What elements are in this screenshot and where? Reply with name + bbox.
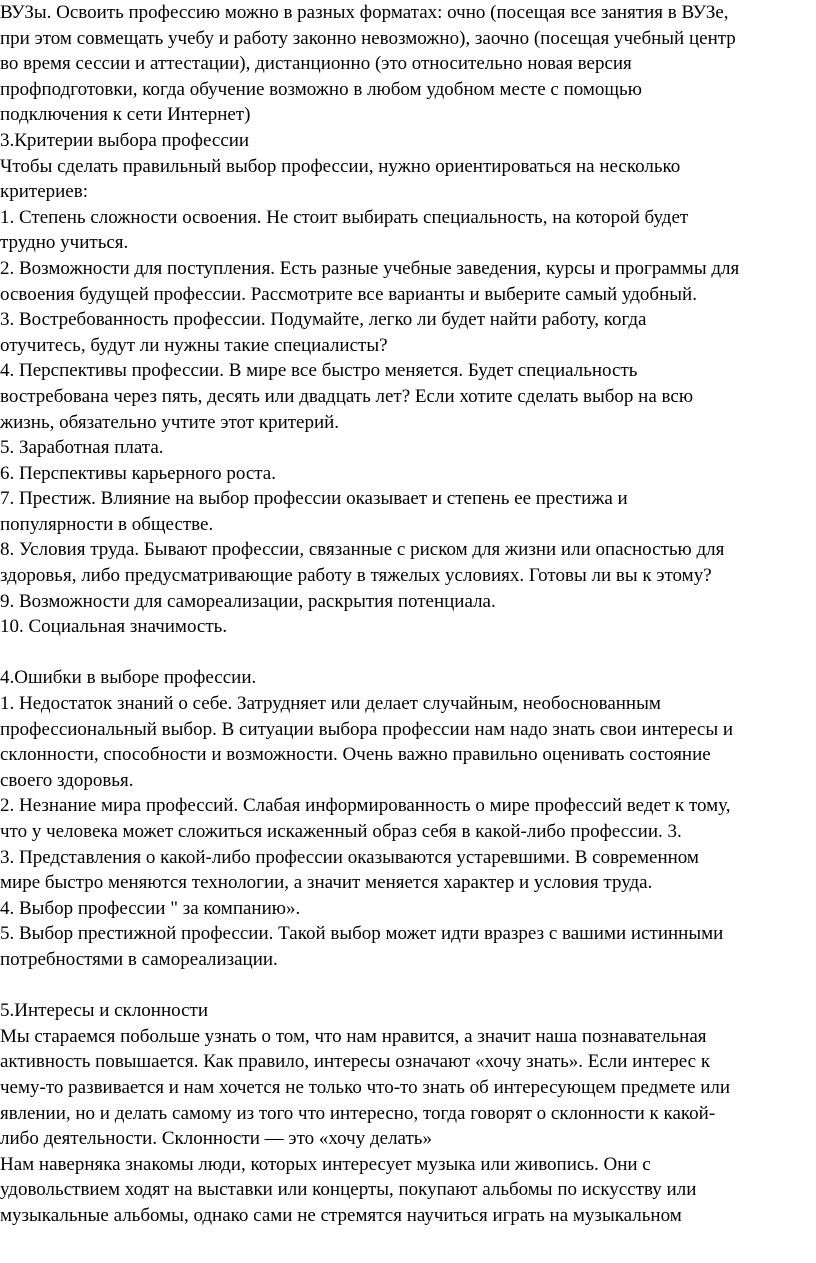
text-line: освоения будущей профессии. Рассмотрите все варианты и выберите самый удобный. [0, 283, 697, 305]
text-line: 4.Ошибки в выборе профессии. [0, 667, 257, 689]
text-line: явлении, но и делать самому из того что интересно, тогда говорят о склонности к какой- [0, 1102, 716, 1124]
text-line: Мы стараемся побольше узнать о том, что нам нравится, а значит наша познавательная [0, 1025, 707, 1047]
text-line: удовольствием ходят на выставки или концерты, покупают альбомы по искусству или [0, 1179, 697, 1201]
text-line: своего здоровья. [0, 769, 134, 791]
text-line: критериев: [0, 181, 88, 203]
text-line: 9. Возможности для самореализации, раскрытия потенциала. [0, 590, 496, 612]
text-line: 3.Критерии выбора профессии [0, 129, 250, 151]
text-line: 6. Перспективы карьерного роста. [0, 462, 276, 484]
text-line: что у человека может сложиться искаженный образ себя в какой-либо профессии. 3. [0, 821, 682, 842]
text-line: 10. Социальная значимость. [0, 616, 228, 638]
text-line: 2. Возможности для поступления. Есть разные учебные заведения, курсы и программы для [0, 257, 740, 279]
text-line: трудно учиться. [0, 232, 129, 254]
text-line: Нам наверняка знакомы люди, которых интересует музыка или живопись. Они с [0, 1153, 651, 1175]
text-line: мире быстро меняются технологии, а значит меняется характер и условия труда. [0, 872, 653, 894]
text-line: подключения к сети Интернет) [0, 104, 251, 126]
text-line: чему-то развивается и нам хочется не только что-то знать об интересующем предмете или [0, 1076, 731, 1098]
text-line: профподготовки, когда обучение возможно в любом удобном месте с помощью [0, 78, 642, 100]
text-line: 4. Выбор профессии " за компанию». [0, 897, 301, 919]
text-line: 8. Условия труда. Бывают профессии, связанные с риском для жизни или опасностью для [0, 539, 725, 561]
text-line: 3. Востребованность профессии. Подумайте, легко ли будет найти работу, когда [0, 309, 647, 331]
text-line: Чтобы сделать правильный выбор профессии, нужно ориентироваться на несколько [0, 155, 681, 177]
blank-line [0, 973, 816, 999]
text-line: музыкальные альбомы, однако сами не стремятся научиться играть на музыкальном [0, 1204, 682, 1226]
text-line: либо деятельности. Склонности — это «хочу делать» [0, 1128, 432, 1150]
text-line: 5. Выбор престижной профессии. Такой выбор может идти вразрез с вашими истинными [0, 923, 724, 945]
text-line: склонности, способности и возможности. Очень важно правильно оценивать состояние [0, 744, 711, 766]
text-line: 4. Перспективы профессии. В мире все быстро меняется. Будет специальность [0, 360, 638, 382]
text-line: 1. Степень сложности освоения. Не стоит выбирать специальность, на которой будет [0, 206, 689, 228]
blank-line [0, 640, 816, 666]
text-line: во время сессии и аттестации), дистанционно (это относительно новая версия [0, 53, 632, 75]
text-line: востребована через пять, десять или двадцать лет? Если хотите сделать выбор на всю [0, 385, 694, 407]
text-line: активность повышается. Как правило, интересы означают «хочу знать». Если интерес к [0, 1051, 711, 1073]
text-line: отучитесь, будут ли нужны такие специалисты? [0, 334, 388, 356]
text-line: потребностями в самореализации. [0, 948, 278, 970]
text-line: популярности в обществе. [0, 513, 214, 535]
text-line: здоровья, либо предусматривающие работу в тяжелых условиях. Готовы ли вы к этому? [0, 565, 712, 587]
text-line: 5. Заработная плата. [0, 437, 164, 459]
text-line: 2. Незнание мира профессий. Слабая информированность о мире профессий ведет к тому, [0, 795, 731, 817]
text-line: ВУЗы. Освоить профессию можно в разных форматах: очно (посещая все занятия в ВУЗе, [0, 2, 729, 23]
text-line: 3. Представления о какой-либо профессии оказываются устаревшими. В современном [0, 846, 699, 868]
text-line: 1. Недостаток знаний о себе. Затрудняет или делает случайным, необоснованным [0, 693, 661, 715]
text-line: 5.Интересы и склонности [0, 1000, 209, 1022]
text-line: профессиональный выбор. В ситуации выбора профессии нам надо знать свои интересы и [0, 718, 734, 740]
text-line: при этом совмещать учебу и работу законно невозможно), заочно (посещая учебный центр [0, 27, 736, 49]
text-line: 7. Престиж. Влияние на выбор профессии оказывает и степень ее престижа и [0, 488, 628, 510]
text-line: жизнь, обязательно учтите этот критерий. [0, 411, 340, 433]
